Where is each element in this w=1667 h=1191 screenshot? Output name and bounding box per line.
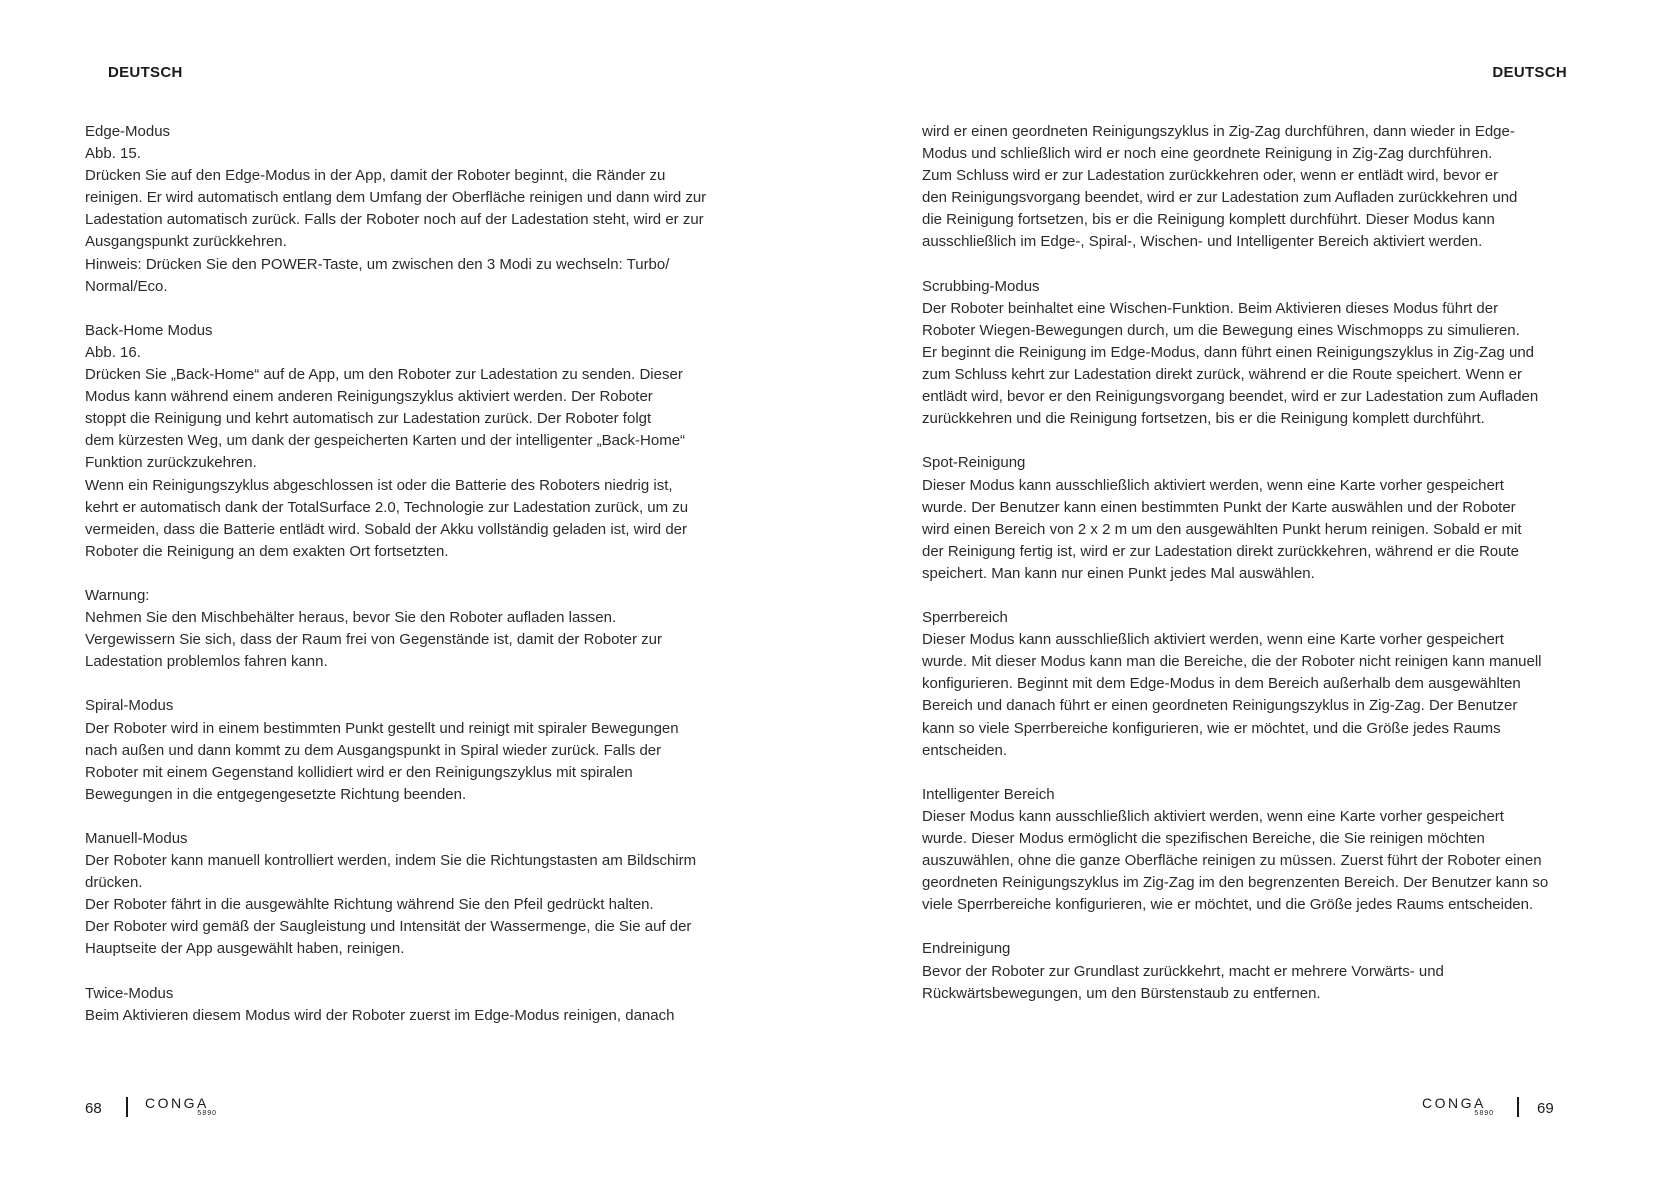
text-line: Dieser Modus kann ausschließlich aktiviert werden, wenn eine Karte vorher gespeichert — [922, 476, 1504, 494]
text-line: vermeiden, dass die Batterie entlädt wird. Sobald der Akku vollständig geladen ist, wird der — [85, 520, 687, 538]
text-line: Vergewissern Sie sich, dass der Raum frei von Gegenstände ist, damit der Roboter zur — [85, 631, 662, 649]
text-line: Roboter die Reinigung an dem exakten Ort fortsetzten. — [85, 542, 449, 560]
text-line: Der Roboter wird in einem bestimmten Punkt gestellt und reinigt mit spiraler Bewegungen — [85, 719, 679, 737]
text-line: wird er einen geordneten Reinigungszyklus in Zig-Zag durchführen, dann wieder in Edge- — [922, 123, 1515, 140]
text-line: Der Roboter kann manuell kontrolliert werden, indem Sie die Richtungstasten am Bildschirm — [85, 852, 697, 870]
right-page — [834, 0, 1667, 1191]
text-line: auszuwählen, ohne die ganze Oberfläche reinigen zu müssen. Zuerst führt der Roboter einen — [922, 852, 1542, 870]
footer-divider — [1517, 1097, 1519, 1117]
text-line: Spiral-Modus — [85, 697, 174, 715]
text-line: wurde. Der Benutzer kann einen bestimmten Punkt der Karte auswählen und der Roboter — [922, 498, 1516, 516]
text-line: Intelligenter Bereich — [922, 785, 1055, 803]
logo-wordmark: CONGA — [145, 1095, 209, 1111]
text-line: drücken. — [85, 874, 143, 892]
text-line: Manuell-Modus — [85, 830, 188, 847]
text-line: Zum Schluss wird er zur Ladestation zurückkehren oder, wenn er entlädt wird, bevor er — [922, 167, 1499, 185]
text-line: Bevor der Roboter zur Grundlast zurückkehrt, macht er mehrere Vorwärts- und — [922, 962, 1444, 980]
text-line: Drücken Sie „Back-Home“ auf de App, um den Roboter zur Ladestation zu senden. Dieser — [85, 366, 683, 384]
text-line: dem kürzesten Weg, um dank der gespeicherten Karten und der intelligenter „Back-Home“ — [85, 432, 686, 450]
text-line: Edge-Modus — [85, 123, 171, 140]
text-line: zurückkehren und die Reinigung fortsetzen, bis er die Reinigung komplett durchführt. — [922, 410, 1485, 428]
text-line: Roboter Wiegen-Bewegungen durch, um die Bewegung eines Wischmopps zu simulieren. — [922, 321, 1520, 339]
text-line: Hinweis: Drücken Sie den POWER-Taste, um zwischen den 3 Modi zu wechseln: Turbo/ — [85, 255, 670, 273]
text-line: Modus und schließlich wird er noch eine geordnete Reinigung in Zig-Zag durchführen. — [922, 145, 1493, 163]
text-line: Ausgangspunkt zurückkehren. — [85, 233, 287, 251]
text-line: Bewegungen in die entgegengesetzte Richtung beenden. — [85, 785, 467, 803]
paragraph-spacer — [85, 673, 785, 695]
conga-logo — [145, 1095, 217, 1123]
text-line: Dieser Modus kann ausschließlich aktiviert werden, wenn eine Karte vorher gespeichert — [922, 807, 1504, 825]
text-line: der Reinigung fertig ist, wird er zur Ladestation direkt zurückkehren, während er die Route — [922, 542, 1519, 560]
text-line: Endreinigung — [922, 940, 1011, 958]
text-line: Der Roboter wird gemäß der Saugleistung und Intensität der Wassermenge, die Sie auf der — [85, 918, 692, 936]
text-line: Hauptseite der App ausgewählt haben, reinigen. — [85, 940, 405, 958]
right-text-column — [922, 121, 1622, 1005]
text-line: kehrt er automatisch dank der TotalSurface 2.0, Technologie zur Ladestation zurück, um zu — [85, 498, 689, 516]
paragraph-spacer — [922, 430, 1622, 452]
text-line: Funktion zurückzukehren. — [85, 454, 257, 472]
text-line: Warnung: — [85, 586, 150, 604]
language-header: DEUTSCH — [108, 64, 183, 81]
left-text-column — [85, 121, 785, 1027]
text-line: wurde. Dieser Modus ermöglicht die spezifischen Bereiche, die Sie reinigen möchten — [922, 830, 1485, 847]
text-line: Drücken Sie auf den Edge-Modus in der App, damit der Roboter beginnt, die Ränder zu — [85, 167, 666, 185]
text-line: wurde. Mit dieser Modus kann man die Bereiche, die der Roboter nicht reinigen kann manuell — [922, 653, 1542, 671]
text-line: Abb. 15. — [85, 145, 141, 163]
paragraph-spacer — [85, 806, 785, 828]
text-line: Normal/Eco. — [85, 277, 168, 295]
text-line: Back-Home Modus — [85, 321, 213, 339]
text-line: Scrubbing-Modus — [922, 277, 1040, 295]
text-line: Nehmen Sie den Mischbehälter heraus, bevor Sie den Roboter aufladen lassen. — [85, 609, 617, 627]
text-line: Ladestation problemlos fahren kann. — [85, 653, 328, 671]
page-number: 69 — [1537, 1100, 1554, 1117]
conga-logo — [1422, 1095, 1494, 1123]
paragraph-spacer — [922, 254, 1622, 276]
text-line: ausschließlich im Edge-, Spiral-, Wischen- und Intelligenter Bereich aktiviert werden. — [922, 233, 1483, 251]
text-line: Der Roboter fährt in die ausgewählte Richtung während Sie den Pfeil gedrückt halten. — [85, 896, 654, 914]
paragraph-spacer — [922, 916, 1622, 938]
text-line: Rückwärtsbewegungen, um den Bürstenstaub zu entfernen. — [922, 984, 1321, 1002]
text-line: geordneten Reinigungszyklus im Zig-Zag im den begrenzenten Bereich. Der Benutzer kann so — [922, 874, 1549, 892]
text-line: speichert. Man kann nur einen Punkt jedes Mal auswählen. — [922, 564, 1315, 582]
text-line: nach außen und dann kommt zu dem Ausgangspunkt in Spiral wieder zurück. Falls der — [85, 741, 662, 759]
text-line: Beim Aktivieren diesem Modus wird der Roboter zuerst im Edge-Modus reinigen, danach — [85, 1006, 675, 1024]
paragraph-spacer — [922, 585, 1622, 607]
text-line: Ladestation automatisch zurück. Falls der Roboter noch auf der Ladestation steht, wird er zur — [85, 211, 704, 229]
text-line: Er beginnt die Reinigung im Edge-Modus, dann führt einen Reinigungszyklus in Zig-Zag und — [922, 343, 1535, 361]
text-line: Spot-Reinigung — [922, 454, 1026, 472]
text-line: Twice-Modus — [85, 984, 174, 1002]
paragraph-spacer — [85, 298, 785, 320]
text-line: reinigen. Er wird automatisch entlang dem Umfang der Oberfläche reinigen und dann wird zur — [85, 189, 707, 207]
text-line: Sperrbereich — [922, 609, 1008, 627]
text-line: wird einen Bereich von 2 x 2 m um den ausgewählten Punkt herum reinigen. Sobald er mit — [922, 520, 1522, 538]
footer-divider — [126, 1097, 128, 1117]
text-line: entscheiden. — [922, 741, 1008, 759]
text-line: zum Schluss kehrt zur Ladestation direkt zurück, während er die Route speichert. Wenn er — [922, 366, 1523, 384]
text-line: Modus kann während einem anderen Reinigungszyklus aktiviert werden. Der Roboter — [85, 388, 653, 406]
logo-model-number: 5890 — [1474, 1110, 1494, 1117]
page-number: 68 — [85, 1100, 102, 1117]
page-footer — [1422, 1095, 1572, 1125]
paragraph-spacer — [85, 961, 785, 983]
text-line: die Reinigung fortsetzen, bis er die Reinigung komplett durchführt. Dieser Modus kann — [922, 211, 1495, 229]
logo-wordmark: CONGA — [1422, 1095, 1486, 1111]
text-line: Abb. 16. — [85, 343, 141, 361]
text-line: kann so viele Sperrbereiche konfigurieren, wie er möchtet, und die Größe jedes Raums — [922, 719, 1501, 737]
text-line: Roboter mit einem Gegenstand kollidiert wird er den Reinigungszyklus mit spiralen — [85, 763, 633, 781]
paragraph-spacer — [922, 762, 1622, 784]
left-page — [0, 0, 833, 1191]
paragraph-spacer — [85, 563, 785, 585]
text-line: den Reinigungsvorgang beendet, wird er zur Ladestation zum Aufladen zurückkehren und — [922, 189, 1518, 207]
logo-model-number: 5890 — [197, 1110, 217, 1117]
text-line: konfigurieren. Beginnt mit dem Edge-Modus in dem Bereich außerhalb dem ausgewählten — [922, 675, 1521, 693]
text-line: Wenn ein Reinigungszyklus abgeschlossen ist oder die Batterie des Roboters niedrig ist, — [85, 476, 673, 494]
text-line: stoppt die Reinigung und kehrt automatisch zur Ladestation zurück. Der Roboter folgt — [85, 410, 652, 428]
text-line: viele Sperrbereiche konfigurieren, wie er möchtet, und die Größe jedes Raums entscheiden. — [922, 896, 1534, 914]
text-line: Dieser Modus kann ausschließlich aktiviert werden, wenn eine Karte vorher gespeichert — [922, 631, 1504, 649]
language-header: DEUTSCH — [1492, 64, 1567, 81]
text-line: Der Roboter beinhaltet eine Wischen-Funktion. Beim Aktivieren dieses Modus führt der — [922, 299, 1499, 317]
text-line: Bereich und danach führt er einen geordneten Reinigungszyklus in Zig-Zag. Der Benutzer — [922, 697, 1518, 715]
text-line: entlädt wird, bevor er den Reinigungsvorgang beendet, wird er zur Ladestation zum Aufladen — [922, 388, 1539, 406]
